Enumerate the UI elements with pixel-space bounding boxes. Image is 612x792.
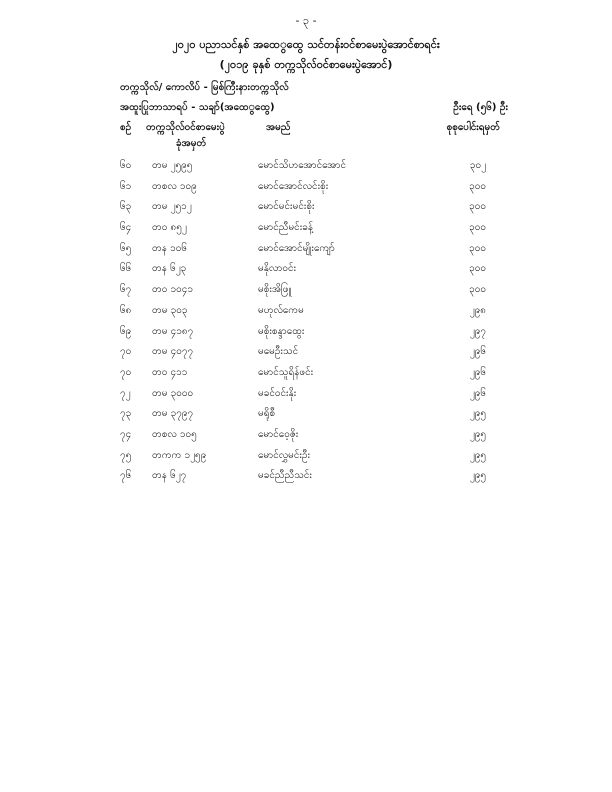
row-number: ၆၆: [120, 263, 132, 275]
student-name: မဟုလ်ကေမ: [258, 304, 304, 316]
row-number: ၇၀: [120, 366, 132, 378]
total-marks: ၂၉၆: [469, 366, 486, 378]
header-no: စဉ်: [120, 122, 132, 133]
total-marks: ၃၀၀: [469, 222, 486, 234]
table-row: [0, 324, 612, 345]
row-number: ၇၀: [120, 346, 132, 358]
roll-number: တမ ၂၅၁၂: [152, 201, 192, 213]
student-name: မောင်ညီမင်းခန့်: [258, 222, 314, 234]
roll-number: တမ ၄၀၇၇: [152, 346, 194, 358]
roll-number: တဝ ၁၀၄၁: [152, 284, 194, 296]
student-name: မောင်သူရိန်ဖင်း: [258, 366, 314, 378]
roll-number: တကက ၁၂၅၉: [152, 449, 207, 461]
student-name: မောင်အောင်လင်းစိုး: [258, 180, 329, 192]
row-number: ၇၆: [120, 470, 132, 482]
student-name: မရိုစီ: [258, 408, 276, 420]
table-row: [0, 199, 612, 220]
student-name: မောင်မင်းမင်းစိုး: [258, 201, 315, 213]
row-number: ၆၉: [120, 325, 132, 337]
roll-number: တမ ၂၅၉၅: [152, 160, 193, 171]
student-name: မခင်ဝင်းနိုး: [258, 387, 297, 399]
document-title: ၂၀၂၀ ပညာသင်နှစ် အထေွထွေ သင်တန်းဝင်စာမေးပွဲအောင်စာရင်း: [172, 38, 440, 51]
results-table: [0, 158, 612, 489]
total-marks: ၂၉၈: [469, 304, 486, 316]
total-marks: ၃၀၀: [469, 263, 486, 275]
row-number: ၆၀: [120, 160, 132, 171]
student-name: မစိုးစန္ဒာထွေး: [258, 325, 305, 337]
row-number: ၇၂: [120, 387, 131, 399]
table-row: [0, 261, 612, 282]
roll-number: တဝ ၈၅၂: [152, 222, 187, 234]
roll-number: တမ ၄၁၈၇: [152, 325, 194, 337]
total-marks: ၂၉၆: [469, 387, 486, 399]
total-marks: ၃၀၀: [469, 180, 486, 192]
student-name: မမေဦးသင်: [258, 346, 299, 358]
row-number: ၆၇: [120, 284, 132, 296]
total-marks: ၃၀၂: [469, 160, 486, 171]
quota-line: ဦးရေ (၅၆) ဦး: [453, 102, 508, 113]
roll-number: တစလ ၁၀၅: [152, 428, 197, 440]
row-number: ၆၄: [120, 222, 132, 234]
table-row: [0, 406, 612, 427]
total-marks: ၃၀၀: [469, 242, 486, 254]
roll-number: တဝ ၄၁၁: [152, 366, 188, 378]
table-row: [0, 448, 612, 469]
row-number: ၇၅: [120, 449, 132, 461]
table-row: [0, 179, 612, 200]
table-row: [0, 158, 612, 179]
student-name: မောင်အောင်မျိုးကျော်: [258, 242, 335, 254]
row-number: ၆၅: [120, 242, 132, 254]
student-name: မောင်သိဟအောင်အောင်: [258, 160, 347, 171]
header-name: အမည်: [266, 122, 291, 133]
student-name: မစိုးအိဖြူ: [258, 284, 292, 296]
table-row: [0, 427, 612, 448]
row-number: ၆၁: [120, 180, 132, 192]
header-marks: စုစုပေါင်းရမှတ်: [446, 122, 500, 133]
row-number: ၆၈: [120, 304, 132, 316]
table-row: [0, 344, 612, 365]
total-marks: ၂၉၅: [469, 408, 486, 420]
page-number: - ၃ -: [295, 14, 317, 27]
header-roll-sub: ခုံအမှတ်: [176, 138, 207, 149]
total-marks: ၃၀၀: [469, 201, 486, 213]
student-name: မခင်ညီညီသင်း: [258, 470, 312, 482]
total-marks: ၂၉၆: [469, 346, 486, 358]
university-line: တက္ကသိုလ်/ ကောလိပ် - မြစ်ကြီးနားတက္ကသိုလ်: [120, 82, 289, 93]
table-row: [0, 282, 612, 303]
total-marks: ၂၉၇: [469, 325, 486, 337]
table-row: [0, 241, 612, 262]
total-marks: ၂၉၅: [469, 449, 486, 461]
row-number: ၇၄: [120, 428, 132, 440]
roll-number: တမ ၃၀၀၀: [152, 387, 194, 399]
row-number: ၆၃: [120, 201, 132, 213]
total-marks: ၃၀၀: [469, 284, 486, 296]
table-row: [0, 468, 612, 489]
total-marks: ၂၉၅: [469, 470, 486, 482]
subject-line: အထူးပြုဘာသာရပ် - သချာ်(အထေွထွေ): [120, 102, 275, 113]
roll-number: တမ ၃၀၃: [152, 304, 188, 316]
student-name: မနိုလာဝင်း: [258, 263, 297, 275]
student-name: မောင်ဝေ့ဇိုး: [258, 428, 299, 440]
roll-number: တမ ၃၇၉၇: [152, 408, 194, 420]
document-subtitle: (၂၀၁၉ ခုနှစ် တက္ကသိုလ်ဝင်စာမေးပွဲအောင်): [219, 58, 393, 71]
roll-number: တန ၁၀၆: [152, 242, 187, 254]
roll-number: တန ၆၂၇: [152, 470, 187, 482]
student-name: မောင်လွှမင်းဦး: [258, 449, 311, 461]
total-marks: ၂၉၅: [469, 428, 486, 440]
table-row: [0, 303, 612, 324]
header-roll: တက္ကသိုလ်ဝင်စာမေးပွဲ: [146, 122, 225, 133]
table-row: [0, 220, 612, 241]
row-number: ၇၃: [120, 408, 132, 420]
roll-number: တန ၆၂၃: [152, 263, 187, 275]
roll-number: တစလ ၁၀၉: [152, 180, 197, 192]
table-row: [0, 386, 612, 407]
table-row: [0, 365, 612, 386]
